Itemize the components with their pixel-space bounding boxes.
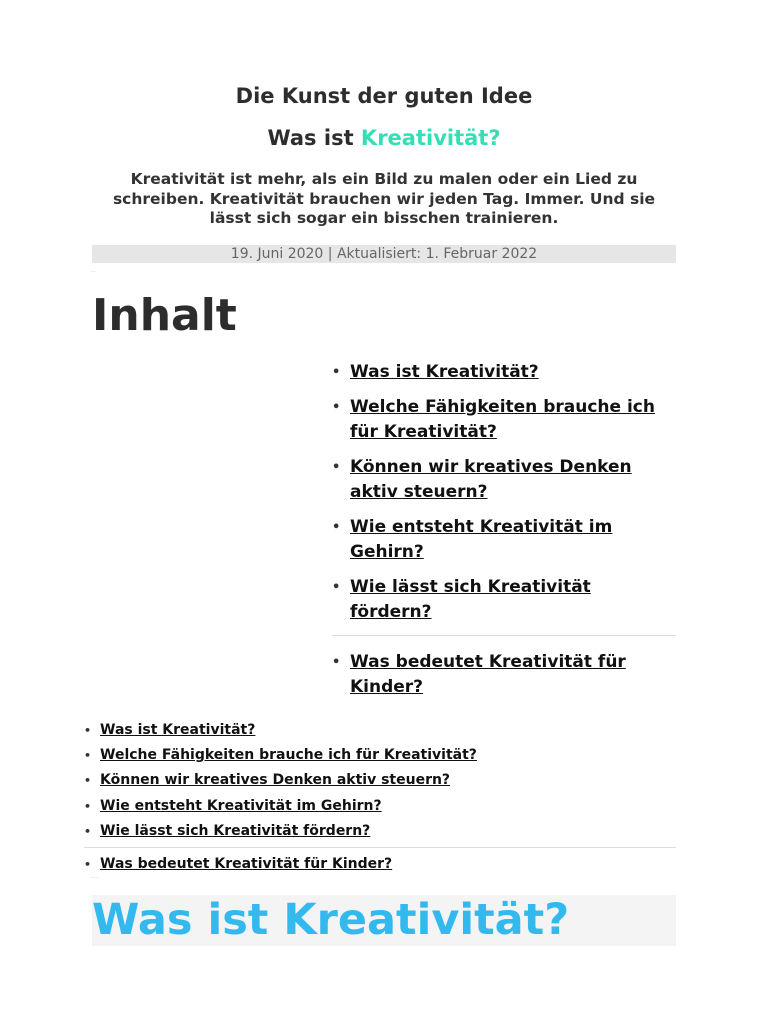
toc-item [332, 650, 676, 701]
toc-item [84, 852, 676, 877]
toc-list-small [84, 718, 676, 877]
bullet-icon: • [332, 654, 341, 670]
article-headline [0, 126, 768, 150]
toc-divider [332, 635, 676, 636]
toc-link-steuern[interactable]: Können wir kreatives Denken aktiv steuern? [100, 772, 451, 789]
toc-item [332, 455, 676, 506]
toc-link-faehigkeiten[interactable]: Welche Fähigkeiten brauche ich für Kreativität? [350, 396, 655, 442]
toc-item [332, 395, 676, 446]
toc-divider [84, 847, 676, 848]
toc-link-gehirn[interactable]: Wie entsteht Kreativität im Gehirn? [100, 797, 382, 814]
section-heading: Was ist Kreativität? [92, 895, 676, 946]
toc-item [84, 743, 676, 768]
toc-list-large [332, 360, 676, 710]
toc-item [332, 360, 676, 386]
headline-accent: Kreativität? [360, 126, 501, 150]
bullet-icon: • [84, 774, 92, 788]
article-supertitle: Die Kunst der guten Idee [235, 84, 533, 108]
toc-title: Inhalt [92, 290, 237, 341]
tiny-artifact-top: ······ [90, 269, 96, 273]
toc-link-gehirn[interactable]: Wie entsteht Kreativität im Gehirn? [350, 516, 613, 562]
bullet-icon: • [84, 724, 92, 737]
bullet-icon: • [332, 399, 341, 415]
toc-item [332, 515, 676, 566]
toc-link-was-ist[interactable]: Was ist Kreativität? [350, 362, 539, 382]
toc-link-kinder[interactable]: Was bedeutet Kreativität für Kinder? [350, 651, 626, 697]
article-lead: Kreativität ist mehr, als ein Bild zu malen oder ein Lied zu schreiben. Kreativität brauchen wir jeden Tag. Immer. Und sie lässt sich sogar ein bisschen trainieren. [112, 170, 656, 227]
bullet-icon: • [332, 459, 341, 475]
bullet-icon: • [332, 365, 341, 380]
bullet-icon: • [84, 799, 92, 813]
toc-link-was-ist[interactable]: Was ist Kreativität? [100, 722, 256, 738]
bullet-icon: • [84, 824, 92, 838]
toc-item [84, 768, 676, 793]
toc-item [84, 794, 676, 819]
toc-link-kinder[interactable]: Was bedeutet Kreativität für Kinder? [100, 856, 393, 873]
toc-link-faehigkeiten[interactable]: Welche Fähigkeiten brauche ich für Kreativität? [100, 747, 477, 764]
bullet-icon: • [332, 519, 341, 535]
toc-link-foerdern[interactable]: Wie lässt sich Kreativität fördern? [100, 822, 371, 839]
toc-item [84, 718, 676, 743]
toc-link-steuern[interactable]: Können wir kreatives Denken aktiv steuern? [350, 456, 632, 502]
bullet-icon: • [84, 749, 92, 763]
bullet-icon: • [332, 579, 341, 595]
article-dateline: 19. Juni 2020 | Aktualisiert: 1. Februar 2022 [92, 245, 676, 263]
tiny-artifact-bottom: ········· [90, 875, 99, 879]
bullet-icon: • [84, 858, 92, 872]
toc-item [84, 819, 676, 844]
toc-link-foerdern[interactable]: Wie lässt sich Kreativität fördern? [350, 576, 591, 622]
headline-prefix: Was ist [267, 126, 361, 150]
toc-item [332, 575, 676, 626]
